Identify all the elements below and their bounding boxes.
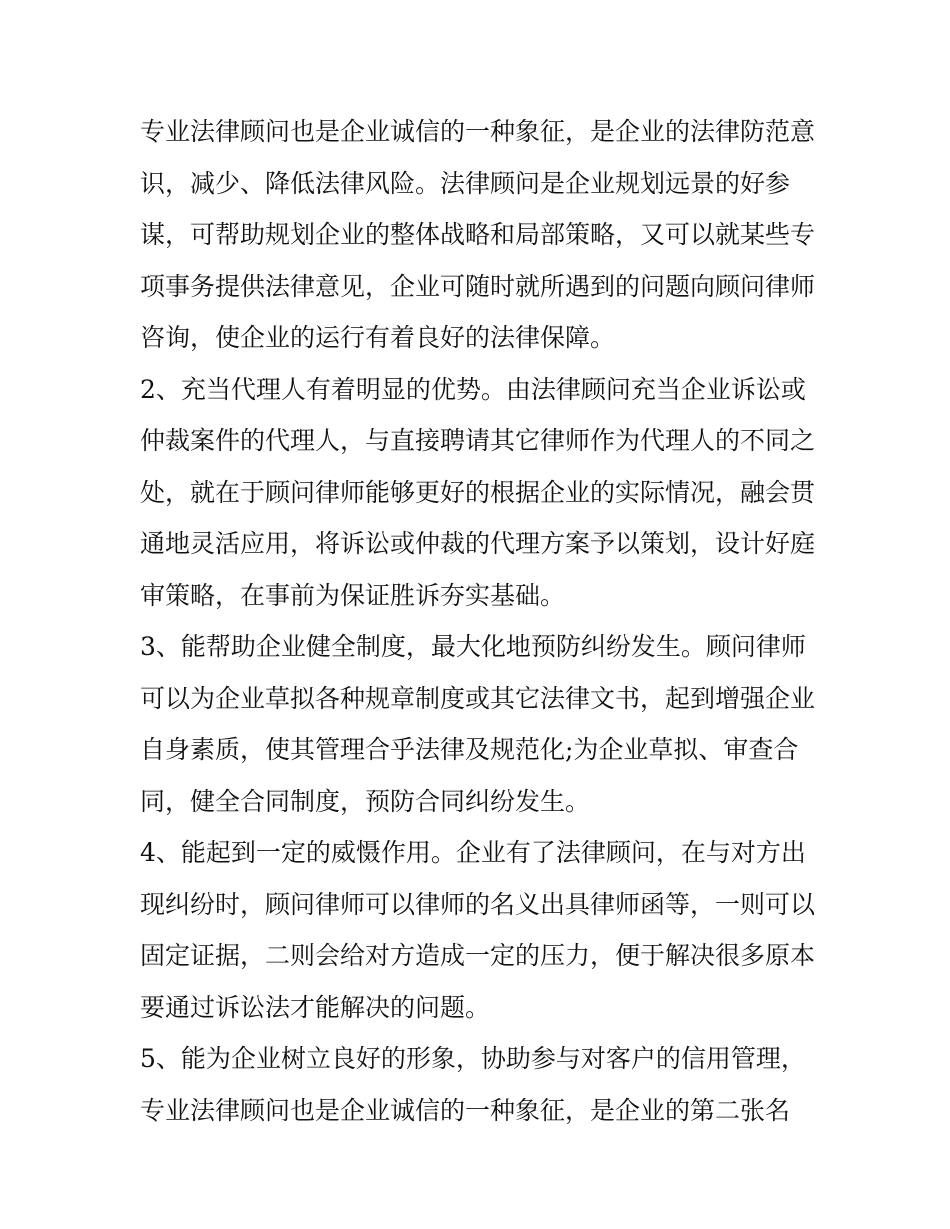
body-text-line: 识，减少、降低法律风险。法律顾问是企业规划远景的好参: [140, 168, 791, 198]
body-text-line: 项事务提供法律意见，企业可随时就所遇到的问题向顾问律师: [140, 271, 816, 301]
body-text-line: 谋，可帮助规划企业的整体战略和局部策略，又可以就某些专: [140, 220, 816, 249]
body-text-line: 要通过诉讼法才能解决的问题。: [140, 992, 491, 1022]
document-body: [140, 106, 820, 1136]
body-text-line: 4、能起到一定的威慑作用。企业有了法律顾问，在与对方出: [140, 838, 806, 867]
body-text-line: 可以为企业草拟各种规章制度或其它法律文书，起到增强企业: [140, 683, 816, 713]
body-text-line: 2、充当代理人有着明显的优势。由法律顾问充当企业诉讼或: [140, 374, 806, 404]
body-text-line: 通地灵活应用，将诉讼或仲裁的代理方案予以策划，设计好庭: [140, 529, 816, 558]
body-text-line: 3、能帮助企业健全制度，最大化地预防纠纷发生。顾问律师: [140, 632, 806, 661]
body-text-line: 处，就在于顾问律师能够更好的根据企业的实际情况，融会贯: [140, 477, 816, 507]
body-text-line: 咨询，使企业的运行有着良好的法律保障。: [140, 323, 616, 352]
body-text-line: 现纠纷时，顾问律师可以律师的名义出具律师函等，一则可以: [140, 889, 816, 919]
body-text-line: 审策略，在事前为保证胜诉夯实基础。: [140, 580, 566, 610]
body-text-line: 同，健全合同制度，预防合同纠纷发生。: [140, 786, 591, 816]
body-text-line: 自身素质，使其管理合乎法律及规范化;为企业草拟、审查合: [140, 735, 799, 764]
body-text-line: 专业法律顾问也是企业诚信的一种象征，是企业的法律防范意: [140, 117, 816, 146]
body-text-line: 5、能为企业树立良好的形象，协助参与对客户的信用管理，: [140, 1044, 806, 1073]
body-text-line: 仲裁案件的代理人，与直接聘请其它律师作为代理人的不同之: [140, 426, 816, 455]
body-text-line: 固定证据，二则会给对方造成一定的压力，便于解决很多原本: [140, 941, 816, 970]
body-text-line: 专业法律顾问也是企业诚信的一种象征，是企业的第二张名: [140, 1095, 791, 1125]
